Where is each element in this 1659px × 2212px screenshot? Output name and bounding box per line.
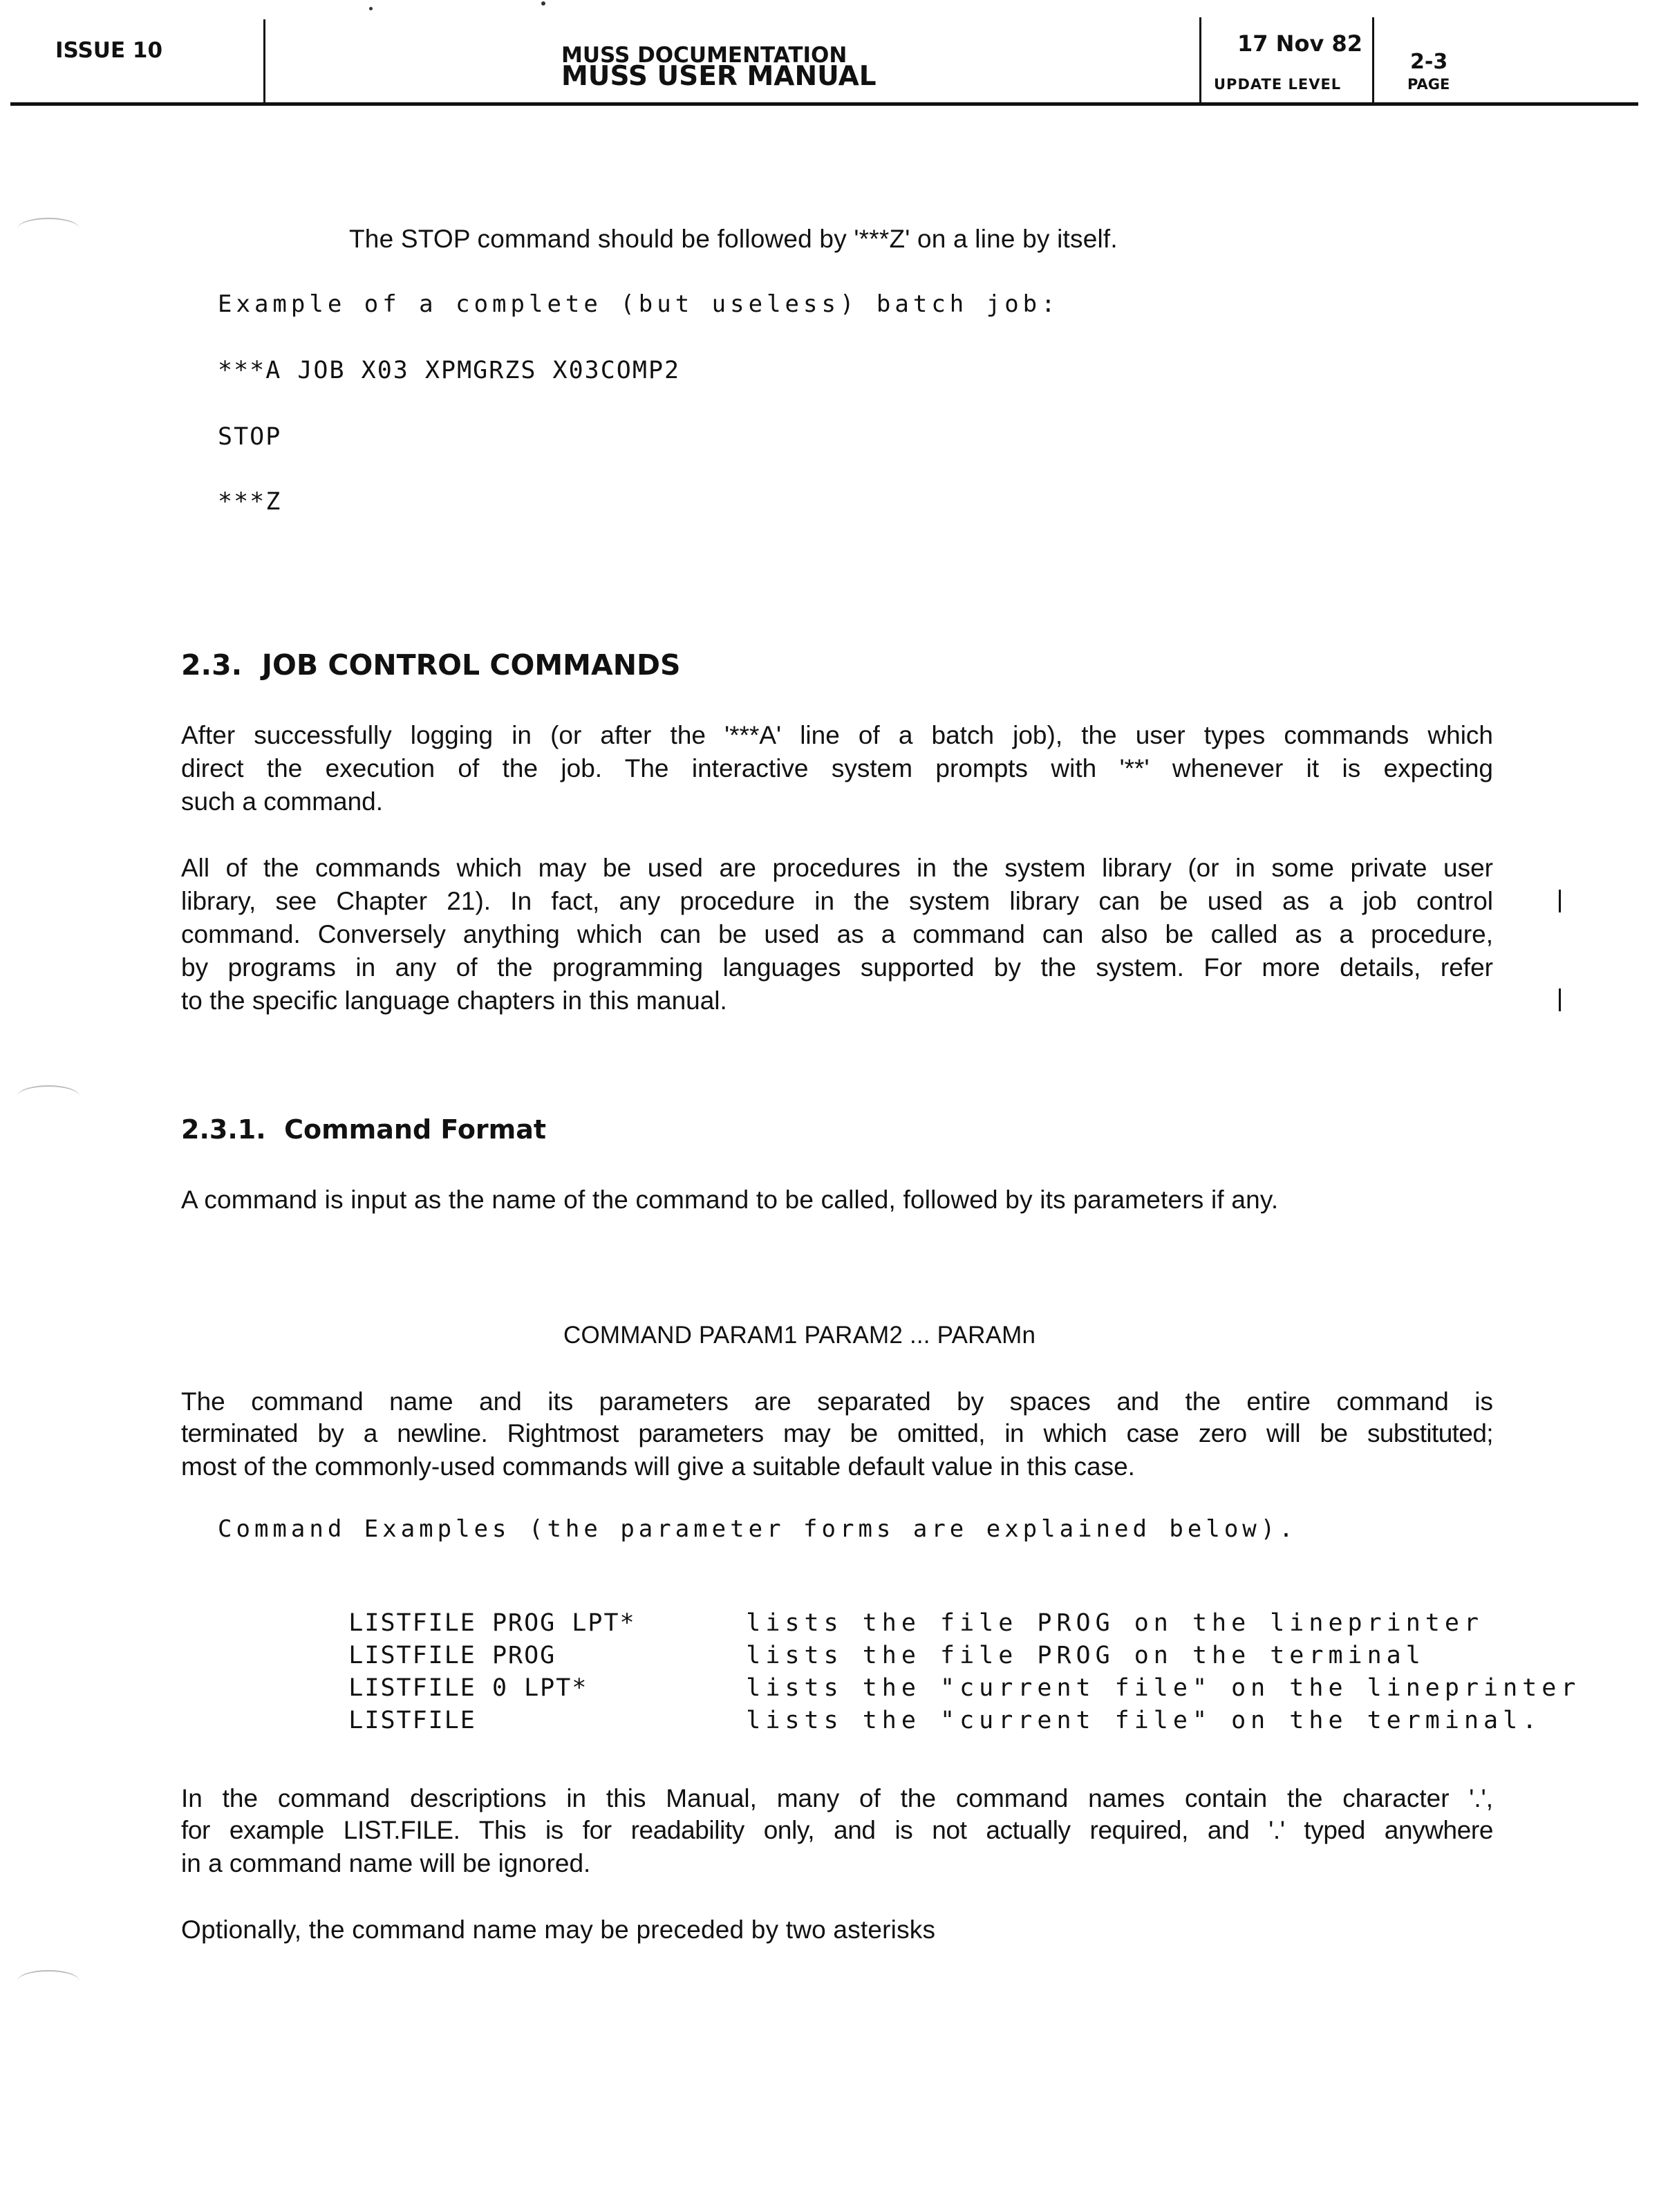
header-rule <box>10 102 1638 106</box>
paragraph-line: to the specific language chapters in this manual. <box>181 986 727 1015</box>
doc-series: MUSS DOCUMENTATION <box>561 43 847 68</box>
example-command: LISTFILE PROG LPT* <box>348 1609 636 1637</box>
paragraph-line: The command name and its parameters are separated by spaces and the entire command is <box>181 1387 1493 1416</box>
punch-hole-mark <box>17 1085 79 1107</box>
paragraph-line: In the command descriptions in this Manual, many of the command names contain the character '.', <box>181 1784 1493 1812</box>
command-syntax: COMMAND PARAM1 PARAM2 ... PARAMn <box>563 1322 1036 1349</box>
example-caption: Example of a complete (but useless) batch job: <box>218 290 1060 318</box>
change-bar <box>1559 988 1561 1011</box>
example-row <box>290 1679 1541 1762</box>
punch-hole-mark <box>17 218 79 240</box>
header-divider-1 <box>263 19 265 104</box>
header-divider-2 <box>1199 17 1201 104</box>
example-command: LISTFILE 0 LPT* <box>348 1674 588 1702</box>
example-description: lists the file PROG on the lineprinter <box>746 1609 1484 1637</box>
update-level-label: UPDATE LEVEL <box>1214 76 1342 93</box>
format-intro: A command is input as the name of the command to be called, followed by its parameters if any. <box>181 1185 1279 1214</box>
update-date: 17 Nov 82 <box>1237 30 1362 57</box>
job-line: STOP <box>218 423 282 451</box>
stop-note: The STOP command should be followed by '***Z' on a line by itself. <box>349 225 1118 253</box>
paragraph-line: most of the commonly-used commands will give a suitable default value in this case. <box>181 1452 1135 1481</box>
scan-speck <box>369 7 373 10</box>
example-description: lists the "current file" on the lineprinter <box>746 1674 1581 1702</box>
paragraph-line: in a command name will be ignored. <box>181 1849 591 1877</box>
asterisk-note: Optionally, the command name may be preceded by two asterisks <box>181 1915 936 1944</box>
issue-label: ISSUE 10 <box>55 38 163 63</box>
header-divider-3 <box>1372 17 1374 104</box>
change-bar <box>1559 890 1561 912</box>
paragraph-line: direct the execution of the job. The interactive system prompts with '**' whenever it is expecting <box>181 754 1493 782</box>
punch-hole-mark <box>17 1970 79 1992</box>
example-description: lists the file PROG on the terminal <box>746 1642 1425 1669</box>
job-line: ***A JOB X03 XPMGRZS X03COMP2 <box>218 357 681 384</box>
section-heading: 2.3. JOB CONTROL COMMANDS <box>181 648 681 682</box>
example-command: LISTFILE <box>348 1707 476 1734</box>
paragraph-line: command. Conversely anything which can be used as a command can also be called as a procedure, <box>181 920 1493 948</box>
subsection-heading: 2.3.1. Command Format <box>181 1114 547 1145</box>
job-line: ***Z <box>218 488 282 516</box>
example-command: LISTFILE PROG <box>348 1642 556 1669</box>
page-label: PAGE <box>1407 76 1450 93</box>
example-description: lists the "current file" on the terminal. <box>746 1707 1542 1734</box>
paragraph-line: by programs in any of the programming languages supported by the system. For more details, refer <box>181 953 1493 982</box>
paragraph-line: terminated by a newline. Rightmost parameters may be omitted, in which case zero will be substituted; <box>181 1419 1493 1447</box>
paragraph-line: library, see Chapter 21). In fact, any procedure in the system library can be used as a job control <box>181 887 1493 915</box>
doc-title: MUSS USER MANUAL <box>561 61 877 92</box>
scan-speck <box>541 1 545 6</box>
paragraph-line: All of the commands which may be used are procedures in the system library (or in some private user <box>181 854 1493 882</box>
paragraph-line: such a command. <box>181 787 384 816</box>
paragraph-line: After successfully logging in (or after the '***A' line of a batch job), the user types commands which <box>181 721 1493 749</box>
paragraph-line: for example LIST.FILE. This is for readability only, and is not actually required, and '.' typed anywhere <box>181 1816 1493 1844</box>
examples-caption: Command Examples (the parameter forms are explained below). <box>218 1515 1297 1543</box>
page-number: 2-3 <box>1410 50 1448 74</box>
